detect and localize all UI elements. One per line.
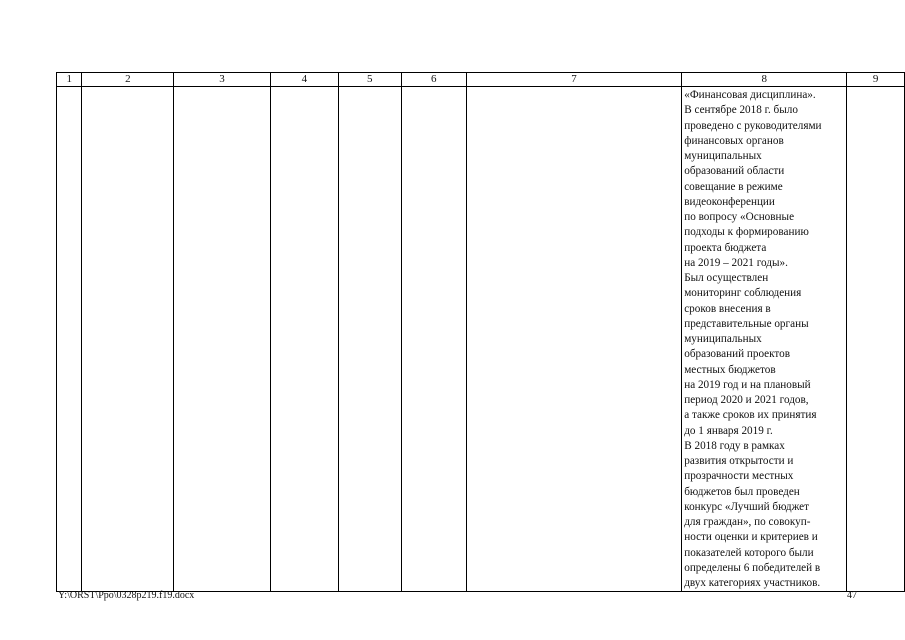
table-cell-col5 bbox=[339, 87, 401, 592]
page-number: 47 bbox=[847, 590, 857, 601]
column-number-cell: 6 bbox=[401, 73, 466, 87]
column-number-row bbox=[57, 73, 905, 87]
table-row bbox=[57, 87, 905, 592]
results-text: «Финансовая дисциплина». В сентябре 2018 г. было проведено с руководителями финансовых органов муниципальных образований области совещание в режиме видеоконференции по вопросу «Основные подходы к формированию проекта бюджета на 2019 – 2021 годы». Был осуществлен мониторинг соблюдения сроков внесения в представительные органы муниципальных образований проектов местных бюджетов на 2019 год и на плановый период 2020 и 2021 годов, а также сроков их принятия до 1 января 2019 г. В 2018 году в рамках развития открытости и прозрачности местных бюджетов был проведен конкурс «Лучший бюджет для граждан», по совокуп- ности оценки и критериев и показателей которого были определены 6 победителей в двух категориях участников. bbox=[684, 89, 822, 589]
column-number-cell: 5 bbox=[339, 73, 401, 87]
table-cell-col7 bbox=[466, 87, 681, 592]
column-number-cell: 8 bbox=[682, 73, 847, 87]
column-number-cell: 9 bbox=[847, 73, 905, 87]
table-cell-col3 bbox=[174, 87, 271, 592]
column-number-cell: 3 bbox=[174, 73, 271, 87]
column-number-cell: 7 bbox=[466, 73, 681, 87]
table-cell-col2 bbox=[82, 87, 174, 592]
table-cell-col9 bbox=[847, 87, 905, 592]
table-cell-col8 bbox=[682, 87, 847, 592]
report-table bbox=[56, 72, 905, 592]
column-number-cell: 1 bbox=[57, 73, 82, 87]
footer-file-path: Y:\ORST\Ppo\0328p219.f19.docx bbox=[58, 590, 195, 601]
column-number-cell: 2 bbox=[82, 73, 174, 87]
table-cell-col4 bbox=[270, 87, 338, 592]
table-cell-col6 bbox=[401, 87, 466, 592]
column-number-cell: 4 bbox=[270, 73, 338, 87]
table-cell-col1 bbox=[57, 87, 82, 592]
